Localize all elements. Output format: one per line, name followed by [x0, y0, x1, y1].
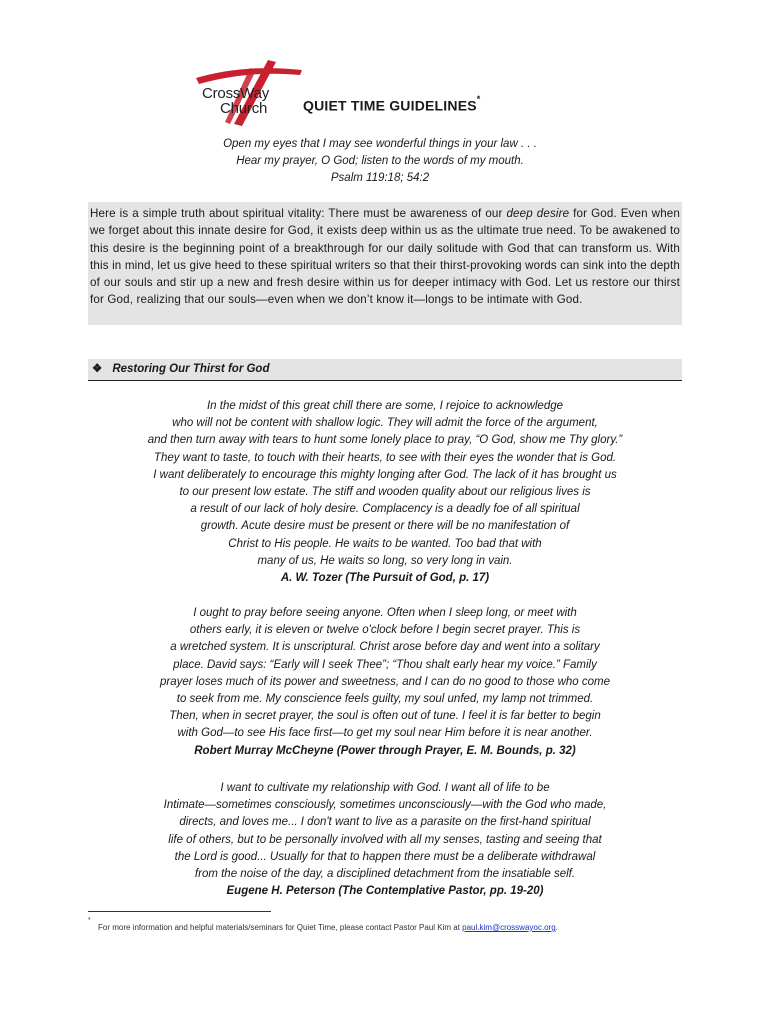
crossway-church-logo — [190, 58, 310, 128]
quote-line: who will not be content with shallow logic. They will admit the force of the argument, — [172, 417, 598, 430]
quote-attribution: Robert Murray McCheyne (Power through Prayer, E. M. Bounds, p. 32) — [194, 744, 576, 757]
verse-line: Hear my prayer, O God; listen to the words of my mouth. — [236, 155, 524, 167]
page-title: QUIET TIME GUIDELINES* — [303, 94, 481, 114]
quote-line: I ought to pray before seeing anyone. Often when I sleep long, or meet with — [193, 607, 577, 619]
footnote: * For more information and helpful materials/seminars for Quiet Time, please contact Pastor Paul Kim at paul.kim@crosswayoc.org. — [88, 917, 558, 932]
footnote-text: For more information and helpful materials/seminars for Quiet Time, please contact Pastor Paul Kim at — [98, 923, 463, 932]
quote-line: directs, and loves me... I don't want to live as a parasite on the first-hand spiritual — [179, 816, 591, 829]
quote-line: a wretched system. It is unscriptural. Christ arose before day and went into a solitary — [170, 641, 600, 654]
quote-line: Intimate—sometimes consciously, sometimes unconsciously—with the God who made, — [163, 799, 607, 812]
footnote-divider — [88, 911, 271, 912]
quote-line: to seek from me. My conscience feels guilty, my soul unfed, my lamp not trimmed. — [176, 693, 594, 706]
quote-line: to our present low estate. The stiff and wooden quality about our religious lives is — [179, 486, 591, 499]
quote-line: I want to cultivate my relationship with God. I want all of life to be — [220, 782, 550, 794]
verse-reference: Psalm 119:18; 54:2 — [330, 172, 430, 184]
scripture-verse — [160, 136, 600, 187]
diamond-bullet-icon: ❖ — [92, 363, 103, 375]
quote-line: many of us, He waits so long, so very long in vain. — [257, 554, 513, 567]
quote-tozer — [100, 398, 670, 587]
quote-line: a result of our lack of holy desire. Complacency is a deadly foe of all spiritual — [190, 503, 580, 516]
title-footnote-mark: * — [476, 94, 481, 104]
quote-peterson — [100, 780, 670, 900]
quote-line: I want deliberately to encourage this mighty longing after God. The lack of it has brought us — [153, 468, 617, 481]
quote-line: place. David says: “Early will I seek Thee”; “Thou shalt early hear my voice.” Family — [173, 658, 597, 671]
intro-paragraph: Here is a simple truth about spiritual vitality: There must be awareness of our deep desire for God. Even when we forget about this innate desire for God, it exists deep within us as the ultimate true need. To be awakened to this desire is the beginning point of a breakthrough for our daily solitude with God that can transform us. With this in mind, let us give heed to these spiritual writers so that their thirst-provoking words can sink into the depth of our souls and stir up a new and fresh desire within us for deeper intimacy with God. Let us restore our thirst for God, realizing that our souls—even when we don’t know it—longs to be intimate with God. — [90, 207, 680, 307]
quote-line: growth. Acute desire must be present or there will be no manifestation of — [200, 520, 570, 533]
contact-email-link[interactable]: paul.kim@crosswayoc.org — [462, 923, 556, 932]
quote-line: from the noise of the day, a disciplined detachment from the insatiable self. — [194, 868, 576, 881]
quote-attribution: A. W. Tozer (The Pursuit of God, p. 17) — [280, 572, 490, 585]
section-heading: ❖ Restoring Our Thirst for God — [92, 363, 270, 375]
quote-line: life of others, but to be personally involved with all my senses, tasting and seeing that — [168, 833, 602, 846]
intro-emphasis: deep desire — [506, 207, 570, 220]
quote-line: others early, it is eleven or twelve o'clock before I begin secret prayer. This is — [189, 624, 581, 637]
quote-mccheyne — [100, 605, 670, 760]
quote-line: and then turn away with tears to hunt some lonely place to pray, “O God, show me Thy glory.” — [147, 434, 623, 447]
verse-line: Open my eyes that I may see wonderful things in your law . . . — [223, 138, 537, 150]
quote-line: They want to taste, to touch with their hearts, to see with their eyes the wonder that is God. — [153, 451, 617, 464]
logo-text-church: Church — [220, 100, 268, 117]
quote-line: Christ to His people. He waits to be wanted. Too bad that with — [228, 537, 542, 550]
quote-line: In the midst of this great chill there are some, I rejoice to acknowledge — [206, 400, 564, 412]
quote-line: with God—to see His face first—to get my soul near Him before it is near another. — [177, 727, 593, 740]
quote-line: the Lord is good... Usually for that to happen there must be a deliberate withdrawal — [174, 850, 596, 863]
logo-text-crossway: CrossWay — [202, 85, 270, 102]
footnote-mark: * — [88, 917, 91, 924]
quote-attribution: Eugene H. Peterson (The Contemplative Pastor, pp. 19-20) — [226, 885, 544, 898]
quote-line: Then, when in secret prayer, the soul is often out of tune. I feel it is far better to begin — [169, 710, 601, 723]
quote-line: prayer loses much of its power and sweetness, and I can do no good to those who come — [159, 675, 611, 688]
